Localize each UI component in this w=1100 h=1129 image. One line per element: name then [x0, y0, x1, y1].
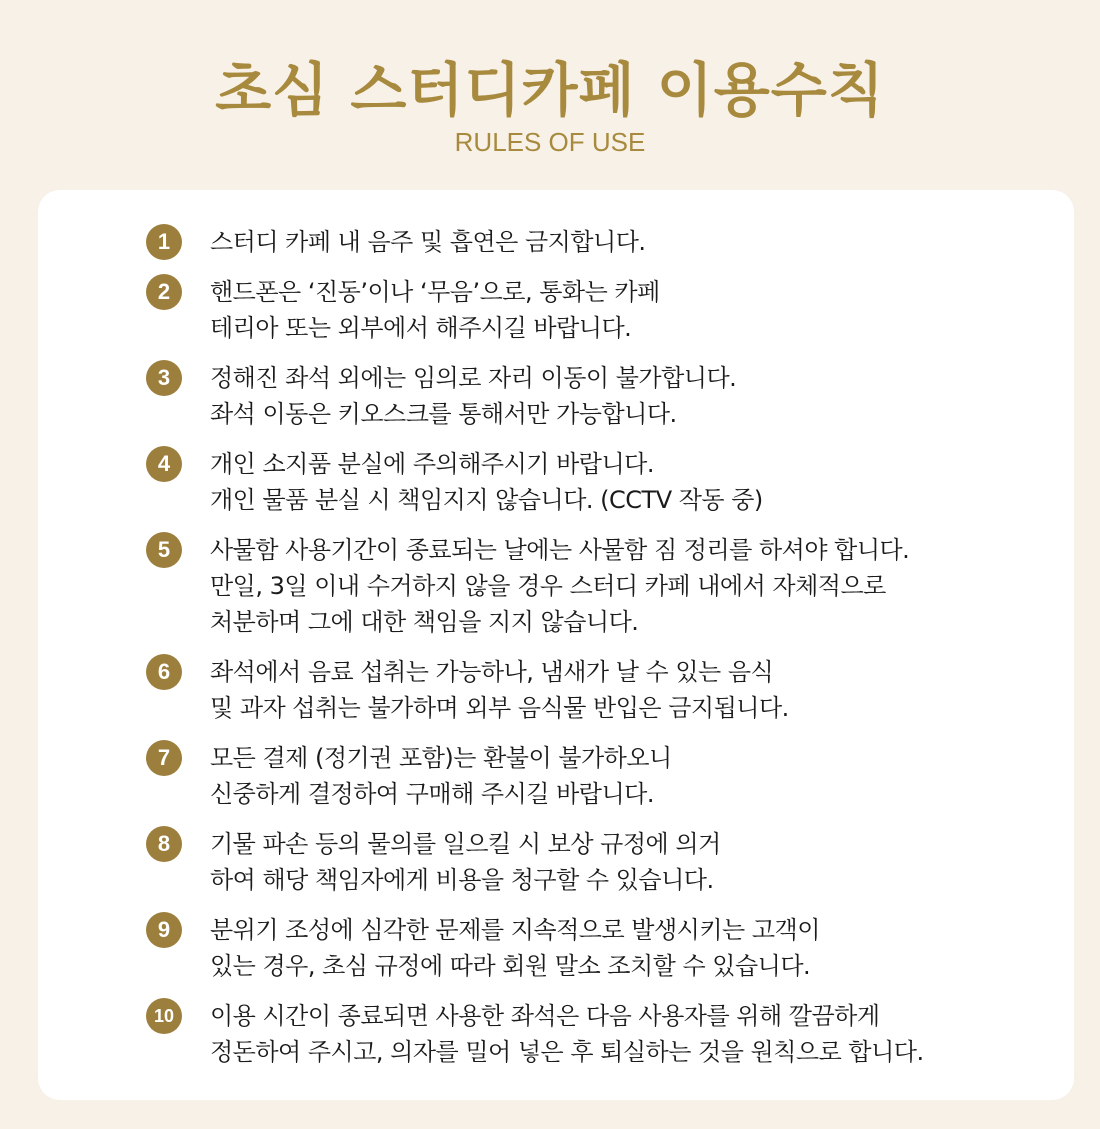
- rule-text-line: 모든 결제 (정기권 포함)는 환불이 불가하오니: [210, 744, 672, 772]
- rule-text-line: 있는 경우, 초심 규정에 따라 회원 말소 조치할 수 있습니다.: [210, 952, 811, 980]
- rule-item: [146, 360, 1046, 432]
- rule-text-line: 정해진 좌석 외에는 임의로 자리 이동이 불가합니다.: [210, 364, 737, 392]
- rule-text-line: 좌석에서 음료 섭취는 가능하나, 냄새가 날 수 있는 음식: [210, 658, 774, 686]
- rule-number-badge: 9: [146, 912, 182, 948]
- rule-number-badge: 5: [146, 532, 182, 568]
- rule-text-line: 정돈하여 주시고, 의자를 밀어 넣은 후 퇴실하는 것을 원칙으로 합니다.: [210, 1038, 924, 1066]
- rule-text-line: 핸드폰은 ‘진동’이나 ‘무음’으로, 통화는 카페: [210, 278, 660, 306]
- rule-text-line: 사물함 사용기간이 종료되는 날에는 사물함 짐 정리를 하셔야 합니다.: [210, 536, 910, 564]
- rule-number-badge: 10: [146, 998, 182, 1034]
- rule-text-line: 개인 소지품 분실에 주의해주시기 바랍니다.: [210, 450, 654, 478]
- rule-text-line: 개인 물품 분실 시 책임지지 않습니다. (CCTV 작동 중): [210, 486, 763, 514]
- rule-item: [146, 224, 1046, 260]
- rule-text-line: 만일, 3일 이내 수거하지 않을 경우 스터디 카페 내에서 자체적으로: [210, 572, 886, 600]
- rule-text-line: 처분하며 그에 대한 책임을 지지 않습니다.: [210, 608, 639, 636]
- rule-text-line: 신중하게 결정하여 구매해 주시길 바랍니다.: [210, 780, 654, 808]
- rule-text-line: 좌석 이동은 키오스크를 통해서만 가능합니다.: [210, 400, 677, 428]
- rule-text-line: 테리아 또는 외부에서 해주시길 바랍니다.: [210, 314, 632, 342]
- page-subtitle: RULES OF USE: [454, 127, 646, 157]
- rule-item: [146, 998, 1046, 1070]
- rule-number-badge: 7: [146, 740, 182, 776]
- rule-text-line: 및 과자 섭취는 불가하며 외부 음식물 반입은 금지됩니다.: [210, 694, 789, 722]
- rule-item: [146, 654, 1046, 726]
- rule-item: [146, 740, 1046, 812]
- rule-number-badge: 6: [146, 654, 182, 690]
- rule-number-badge: 1: [146, 224, 182, 260]
- rule-text-line: 이용 시간이 종료되면 사용한 좌석은 다음 사용자를 위해 깔끔하게: [210, 1002, 880, 1030]
- rule-text-line: 스터디 카페 내 음주 및 흡연은 금지합니다.: [210, 228, 646, 256]
- rule-item: [146, 826, 1046, 898]
- page-title: 초심 스터디카페 이용수칙: [215, 56, 885, 124]
- rules-list: [146, 224, 1046, 1070]
- rule-text-line: 분위기 조성에 심각한 문제를 지속적으로 발생시키는 고객이: [210, 916, 820, 944]
- rule-number-badge: 2: [146, 274, 182, 310]
- rule-item: [146, 274, 1046, 346]
- rule-item: [146, 532, 1046, 640]
- rule-number-badge: 3: [146, 360, 182, 396]
- rule-number-badge: 8: [146, 826, 182, 862]
- rule-number-badge: 4: [146, 446, 182, 482]
- rule-item: [146, 446, 1046, 518]
- rule-text-line: 기물 파손 등의 물의를 일으킬 시 보상 규정에 의거: [210, 830, 721, 858]
- rule-item: [146, 912, 1046, 984]
- rule-text-line: 하여 해당 책임자에게 비용을 청구할 수 있습니다.: [210, 866, 714, 894]
